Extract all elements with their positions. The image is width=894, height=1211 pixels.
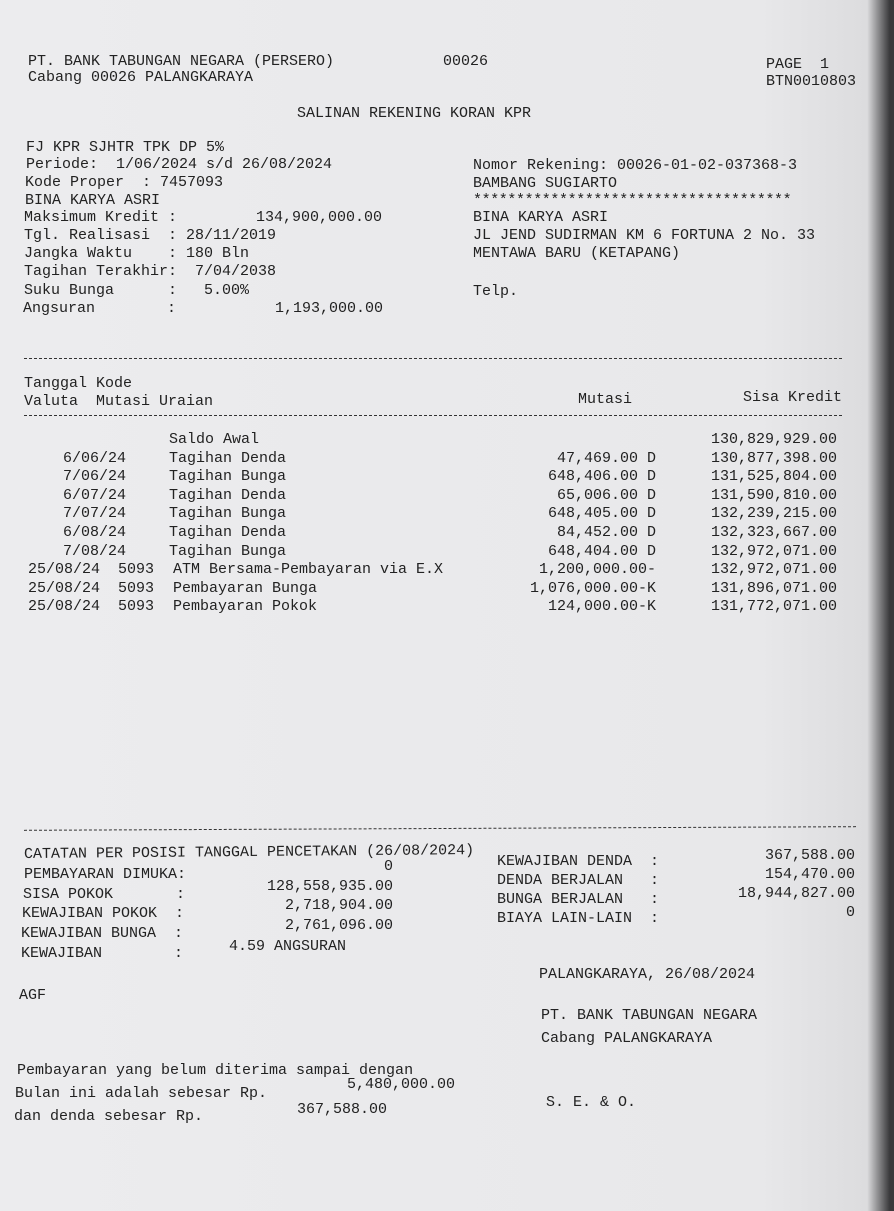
row-sisa-kredit: 132,239,215.00	[710, 505, 837, 523]
kode-proper: Kode Proper : 7457093	[25, 174, 224, 191]
summary-value: 367,588.00	[764, 847, 855, 864]
note-line-2-amount: 5,480,000.00	[347, 1076, 456, 1093]
separator-stars: *************************************	[473, 192, 792, 209]
row-kode: 5093	[118, 598, 155, 616]
row-sisa-kredit: 131,525,804.00	[710, 468, 837, 486]
row-date: 25/08/24	[28, 579, 101, 597]
summary-label: KEWAJIBAN POKOK :	[22, 905, 185, 922]
table-row	[0, 598, 894, 616]
suku-bunga: Suku Bunga : 5.00%	[24, 282, 250, 299]
table-row	[0, 505, 894, 523]
row-sisa-kredit: 131,590,810.00	[710, 486, 837, 504]
branch-name: Cabang 00026 PALANGKARAYA	[28, 69, 254, 86]
address-line-1: BINA KARYA ASRI	[473, 209, 609, 226]
table-row	[0, 524, 894, 542]
row-sisa-kredit: 131,772,071.00	[710, 598, 837, 616]
table-header-line1: Tanggal Kode	[24, 375, 133, 392]
summary-label: BIAYA LAIN-LAIN :	[497, 910, 660, 927]
table-row	[0, 543, 894, 561]
page-title: SALINAN REKENING KORAN KPR	[297, 105, 532, 122]
row-mutasi: 648,405.00 D	[547, 505, 656, 523]
row-uraian: ATM Bersama-Pembayaran via E.X	[173, 561, 444, 579]
row-kode: 5093	[118, 561, 155, 579]
maks-kredit-label: Maksimum Kredit :	[24, 209, 178, 226]
jangka-waktu: Jangka Waktu : 180 Bln	[24, 245, 250, 262]
row-mutasi: 648,406.00 D	[547, 468, 656, 486]
summary-label: KEWAJIBAN DENDA :	[497, 853, 660, 870]
table-row	[0, 561, 894, 579]
place-date: PALANGKARAYA, 26/08/2024	[539, 966, 756, 983]
table-row	[0, 468, 894, 486]
row-uraian: Tagihan Denda	[169, 486, 287, 504]
row-mutasi: 648,404.00 D	[547, 542, 656, 560]
doc-code: BTN0010803	[766, 73, 857, 90]
signatory-branch: Cabang PALANGKARAYA	[541, 1030, 713, 1047]
tgl-realisasi: Tgl. Realisasi : 28/11/2019	[24, 227, 277, 244]
row-uraian: Pembayaran Pokok	[173, 598, 318, 616]
note-line-3: dan denda sebesar Rp.	[14, 1108, 204, 1125]
row-uraian: Tagihan Denda	[169, 524, 287, 541]
summary-value: 0	[845, 904, 855, 921]
row-date: 7/07/24	[62, 505, 126, 523]
row-mutasi: 124,000.00-K	[547, 598, 656, 616]
summary-value: 128,558,935.00	[266, 877, 393, 895]
summary-value: 2,761,096.00	[284, 916, 393, 934]
divider	[24, 358, 842, 359]
summary-value: 154,470.00	[764, 866, 855, 883]
row-date: 7/08/24	[62, 542, 126, 560]
table-header-line2: Valuta Mutasi Uraian	[24, 393, 214, 410]
table-row	[0, 580, 894, 598]
angsuran-value: 1,193,000.00	[274, 300, 383, 317]
signatory-bank: PT. BANK TABUNGAN NEGARA	[541, 1007, 758, 1024]
agf-code: AGF	[19, 987, 47, 1004]
seo-text: S. E. & O.	[546, 1094, 637, 1111]
row-uraian: Pembayaran Bunga	[173, 579, 318, 597]
bank-name: PT. BANK TABUNGAN NEGARA (PERSERO)	[28, 53, 335, 70]
row-sisa-kredit: 130,877,398.00	[710, 449, 837, 467]
row-mutasi: 1,076,000.00-K	[529, 579, 656, 597]
tagihan-terakhir: Tagihan Terakhir: 7/04/2038	[24, 263, 277, 280]
row-uraian: Tagihan Bunga	[169, 468, 287, 486]
page-number: PAGE 1	[766, 56, 830, 73]
row-sisa-kredit: 130,829,929.00	[710, 431, 837, 448]
row-sisa-kredit: 131,896,071.00	[710, 579, 837, 597]
maks-kredit-value: 134,900,000.00	[255, 209, 382, 226]
note-line-1: Pembayaran yang belum diterima sampai dengan	[17, 1062, 414, 1079]
summary-value: 0	[383, 858, 393, 875]
row-date: 25/08/24	[28, 561, 101, 579]
address-line-3: MENTAWA BARU (KETAPANG)	[473, 245, 681, 262]
summary-title: CATATAN PER POSISI TANGGAL PENCETAKAN (26/08/2024)	[23, 842, 475, 863]
summary-label: PEMBAYARAN DIMUKA:	[24, 866, 187, 883]
branch-code: 00026	[443, 53, 489, 70]
summary-label: BUNGA BERJALAN :	[497, 891, 660, 908]
table-header-sisa-kredit: Sisa Kredit	[743, 389, 843, 406]
address-line-2: JL JEND SUDIRMAN KM 6 FORTUNA 2 No. 33	[473, 227, 816, 244]
row-date: 6/06/24	[62, 449, 126, 467]
row-mutasi: 84,452.00 D	[556, 524, 656, 541]
customer-name: BAMBANG SUGIARTO	[473, 175, 618, 192]
table-row	[0, 431, 894, 449]
summary-label: KEWAJIBAN BUNGA :	[21, 924, 184, 942]
table-row	[0, 450, 894, 468]
row-uraian: Saldo Awal	[169, 431, 260, 448]
row-sisa-kredit: 132,323,667.00	[710, 524, 837, 541]
summary-value: 2,718,904.00	[284, 897, 393, 914]
divider	[24, 826, 856, 831]
product-name: FJ KPR SJHTR TPK DP 5%	[26, 139, 225, 156]
table-row	[0, 487, 894, 505]
row-date: 7/06/24	[62, 468, 126, 486]
row-uraian: Tagihan Bunga	[169, 505, 287, 523]
kewajiban-value: 4.59 ANGSURAN	[229, 938, 347, 955]
row-date: 25/08/24	[28, 598, 101, 616]
row-mutasi: 65,006.00 D	[556, 486, 656, 504]
periode: Periode: 1/06/2024 s/d 26/08/2024	[26, 156, 333, 173]
row-sisa-kredit: 132,972,071.00	[710, 561, 837, 579]
row-kode: 5093	[118, 579, 155, 597]
note-line-2: Bulan ini adalah sebesar Rp.	[15, 1085, 268, 1102]
nomor-rekening: Nomor Rekening: 00026-01-02-037368-3	[473, 157, 798, 174]
row-mutasi: 1,200,000.00-	[538, 561, 656, 579]
kewajiban-label: KEWAJIBAN :	[21, 945, 184, 962]
summary-label: DENDA BERJALAN :	[497, 872, 660, 889]
summary-value: 18,944,827.00	[737, 885, 855, 902]
note-line-3-amount: 367,588.00	[297, 1101, 388, 1118]
telp: Telp.	[473, 283, 519, 300]
row-uraian: Tagihan Bunga	[169, 542, 287, 560]
table-header-mutasi: Mutasi	[578, 391, 633, 408]
row-date: 6/08/24	[62, 524, 126, 541]
angsuran-label: Angsuran :	[23, 300, 177, 317]
row-mutasi: 47,469.00 D	[556, 449, 656, 467]
summary-label: SISA POKOK :	[23, 885, 186, 903]
row-date: 6/07/24	[62, 486, 126, 504]
row-uraian: Tagihan Denda	[169, 449, 287, 467]
row-sisa-kredit: 132,972,071.00	[710, 542, 837, 560]
divider	[24, 415, 842, 416]
developer: BINA KARYA ASRI	[25, 192, 161, 209]
